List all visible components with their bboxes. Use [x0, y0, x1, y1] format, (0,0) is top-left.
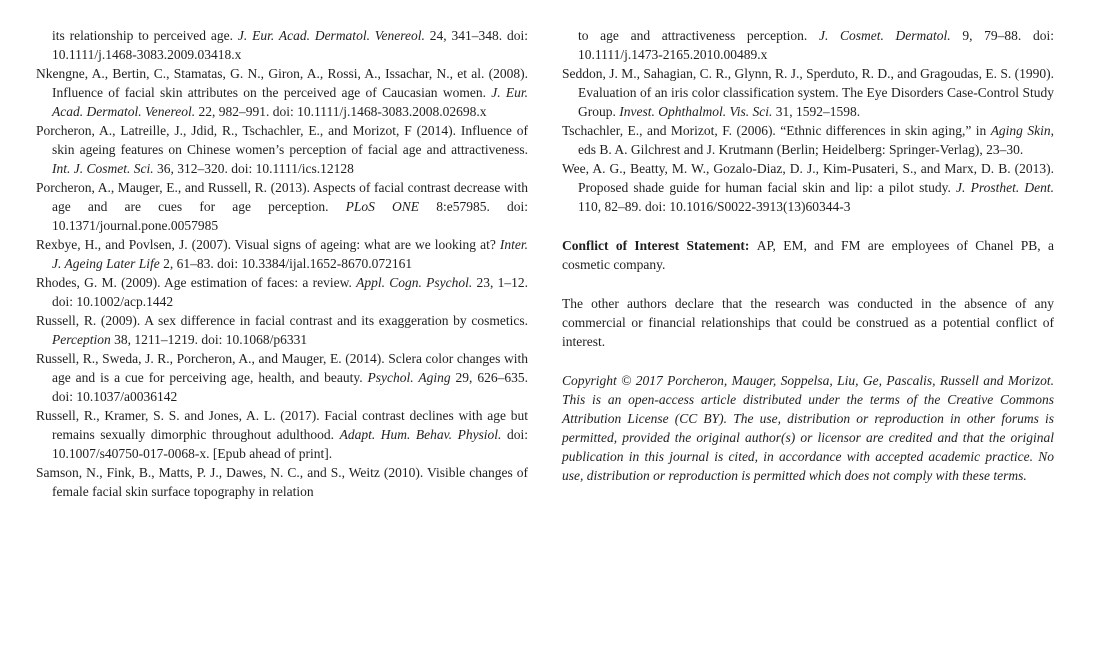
- reference-rexbye-2007: [36, 235, 528, 273]
- text-segment: The other authors declare that the research was conducted in the absence of any commercial or financial relationships that could be construed as a potential conflict of interest.: [562, 296, 1054, 349]
- reference-seddon-1990: [562, 64, 1054, 121]
- text-segment: J. Eur. Acad. Dermatol. Venereol.: [52, 85, 528, 119]
- text-segment: Int. J. Cosmet. Sci.: [52, 161, 154, 176]
- reference-porcheron-2013: [36, 178, 528, 235]
- text-segment: Psychol. Aging: [367, 370, 451, 385]
- text-segment: J. Cosmet. Dermatol.: [818, 28, 951, 43]
- text-segment: its relationship to perceived age.: [52, 28, 238, 43]
- reference-tschachler-2006: [562, 121, 1054, 159]
- text-segment: Seddon, J. M., Sahagian, C. R., Glynn, R. J., Sperduto, R. D., and Gragoudas, E. S. (1990). Evaluation of an iris color classification system. The Eye Disorders Case-Control Study Group.: [562, 66, 1054, 119]
- text-segment: Invest. Ophthalmol. Vis. Sci.: [619, 104, 773, 119]
- text-segment: Russell, R., Kramer, S. S. and Jones, A. L. (2017). Facial contrast declines with age but remains sexually dimorphic throughout adulthood.: [36, 408, 528, 442]
- text-segment: AP, EM, and FM are employees of Chanel PB, a cosmetic company.: [562, 238, 1054, 272]
- copyright-notice: [562, 371, 1054, 485]
- text-segment: 29, 626–635. doi: 10.1037/a0036142: [52, 370, 528, 404]
- reference-russell-2017: [36, 406, 528, 463]
- text-segment: Rhodes, G. M. (2009). Age estimation of faces: a review.: [36, 275, 357, 290]
- reference-continuation-left-top: [36, 26, 528, 64]
- text-segment: Copyright © 2017 Porcheron, Mauger, Soppelsa, Liu, Ge, Pascalis, Russell and Morizot. This is an open-access article distributed under the terms of the Creative Commons Attribution License (CC BY). The use, distribution or reproduction in other forums is permitted, provided the original author(s) or licensor are credited and that the original publication in this journal is cited, in accordance with accepted academic practice. No use, distribution or reproduction is permitted which does not comply with these terms.: [562, 373, 1054, 483]
- reference-continuation-right-top: [562, 26, 1054, 64]
- text-segment: Perception: [52, 332, 111, 347]
- text-segment: 110, 82–89. doi: 10.1016/S0022-3913(13)60344-3: [578, 199, 851, 214]
- text-segment: 38, 1211–1219. doi: 10.1068/p6331: [110, 332, 308, 347]
- text-segment: Inter. J. Ageing Later Life: [52, 237, 528, 271]
- text-segment: 24, 341–348. doi: 10.1111/j.1468-3083.2009.03418.x: [52, 28, 528, 62]
- reference-samson-2010: [36, 463, 528, 501]
- reference-rhodes-2009: [36, 273, 528, 311]
- text-segment: Adapt. Hum. Behav. Physiol.: [339, 427, 502, 442]
- other-authors-declaration: [562, 294, 1054, 351]
- text-segment: 31, 1592–1598.: [772, 104, 861, 119]
- text-segment: 23, 1–12. doi: 10.1002/acp.1442: [52, 275, 528, 309]
- text-segment: doi: 10.1007/s40750-017-0068-x. [Epub ahead of print].: [52, 427, 528, 461]
- text-segment: Appl. Cogn. Psychol.: [356, 275, 473, 290]
- text-segment: , eds B. A. Gilchrest and J. Krutmann (Berlin; Heidelberg: Springer-Verlag), 23–30.: [578, 123, 1054, 157]
- text-segment: Nkengne, A., Bertin, C., Stamatas, G. N., Giron, A., Rossi, A., Issachar, N., et al. (2008). Influence of facial skin attributes on the perceived age of Caucasian women.: [36, 66, 528, 100]
- reference-porcheron-2014: [36, 121, 528, 178]
- conflict-of-interest-statement: [562, 236, 1054, 274]
- text-segment: Samson, N., Fink, B., Matts, P. J., Dawes, N. C., and S., Weitz (2010). Visible changes of female facial skin surface topography in relation: [36, 465, 528, 499]
- text-segment: to age and attractiveness perception.: [578, 28, 819, 43]
- text-segment: 8:e57985. doi: 10.1371/journal.pone.0057985: [52, 199, 528, 233]
- text-segment: Tschachler, E., and Morizot, F. (2006). “Ethnic differences in skin aging,” in: [562, 123, 991, 138]
- text-segment: Russell, R., Sweda, J. R., Porcheron, A., and Mauger, E. (2014). Sclera color changes with age and is a cue for perceiving age, health, and beauty.: [36, 351, 528, 385]
- text-segment: Wee, A. G., Beatty, M. W., Gozalo-Diaz, D. J., Kim-Pusateri, S., and Marx, D. B. (2013). Proposed shade guide for human facial skin and lip: a pilot study.: [562, 161, 1054, 195]
- reference-russell-2009: [36, 311, 528, 349]
- references-column-right: [562, 26, 1054, 655]
- text-segment: Aging Skin: [990, 123, 1051, 138]
- text-segment: Conflict of Interest Statement:: [562, 238, 757, 253]
- text-segment: 9, 79–88. doi: 10.1111/j.1473-2165.2010.00489.x: [578, 28, 1054, 62]
- text-segment: Porcheron, A., Latreille, J., Jdid, R., Tschachler, E., and Morizot, F (2014). Influence of skin ageing features on Chinese women’s perception of facial age and attractiveness.: [36, 123, 528, 157]
- references-column-left: [36, 26, 528, 655]
- text-segment: 22, 982–991. doi: 10.1111/j.1468-3083.2008.02698.x: [195, 104, 487, 119]
- text-segment: PLoS ONE: [345, 199, 420, 214]
- text-segment: Porcheron, A., Mauger, E., and Russell, R. (2013). Aspects of facial contrast decrease with age and are cues for age perception.: [36, 180, 528, 214]
- reference-russell-2014: [36, 349, 528, 406]
- text-segment: 2, 61–83. doi: 10.3384/ijal.1652-8670.072161: [159, 256, 413, 271]
- text-segment: J. Eur. Acad. Dermatol. Venereol.: [237, 28, 425, 43]
- text-segment: J. Prosthet. Dent.: [956, 180, 1055, 195]
- text-segment: Rexbye, H., and Povlsen, J. (2007). Visual signs of ageing: what are we looking at?: [36, 237, 500, 252]
- reference-nkengne-2008: [36, 64, 528, 121]
- text-segment: Russell, R. (2009). A sex difference in facial contrast and its exaggeration by cosmetics.: [36, 313, 528, 328]
- reference-wee-2013: [562, 159, 1054, 216]
- text-segment: 36, 312–320. doi: 10.1111/ics.12128: [153, 161, 354, 176]
